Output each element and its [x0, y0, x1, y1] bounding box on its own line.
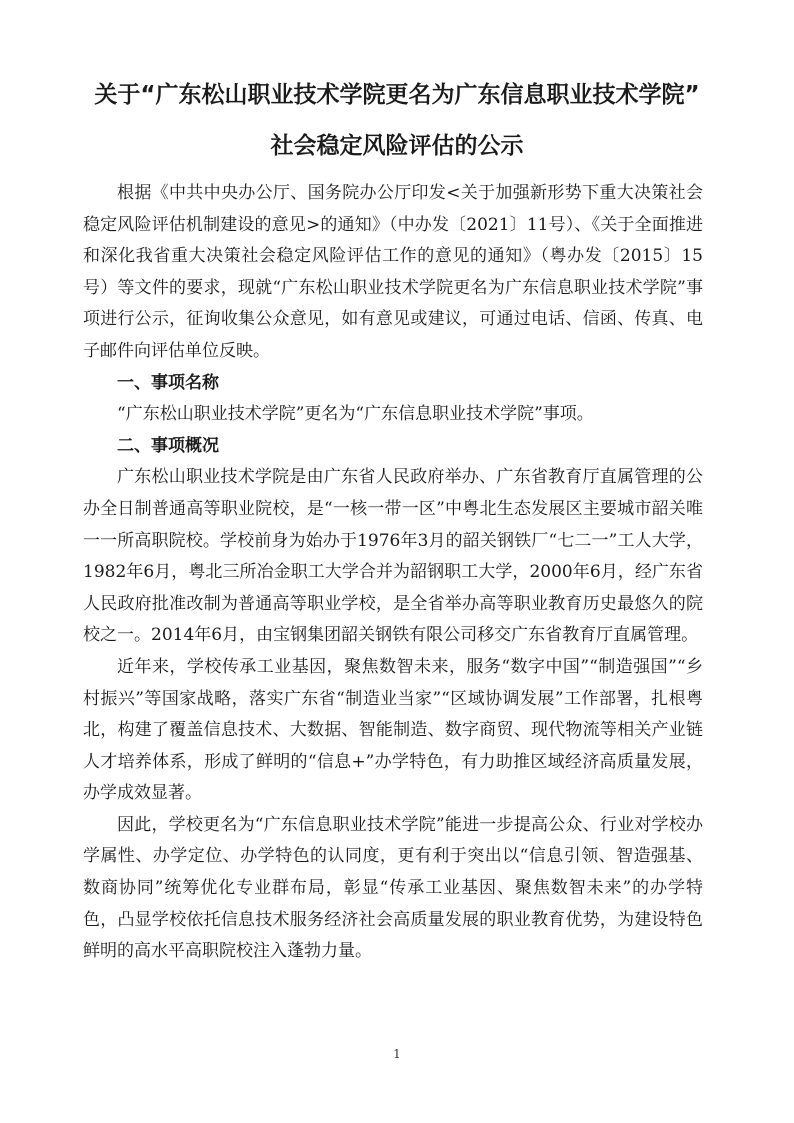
document-title-line-1: 关于“广东松山职业技术学院更名为广东信息职业技术学院”: [94, 82, 700, 108]
page-number: 1: [393, 1047, 401, 1061]
section-1-heading: 一、事项名称: [117, 372, 219, 393]
section-2-paragraph-2: 近年来，学校传承工业基因，聚焦数智未来，服务“数字中国”“制造强国”“乡村振兴”等国家战略，落实广东省“制造业当家”“区域协调发展”工作部署，扎根粤北，构建了覆盖信息技术、大数据、智能制造、数字商贸、现代物流等相关产业链人才培养体系，形成了鲜明的“信息+”办学特色，有力助推区域经济高质量发展，办学成效显著。: [83, 656, 703, 804]
intro-paragraph: 根据《中共中央办公厅、国务院办公厅印发<关于加强新形势下重大决策社会稳定风险评估机制建设的意见>的通知》（中办发〔2021〕11号）、《关于全面推进和深化我省重大决策社会稳定风险评估工作的意见的通知》（粤办发〔2015〕15号）等文件的要求，现就“广东松山职业技术学院更名为广东信息职业技术学院”事项进行公示，征询收集公众意见，如有意见或建议，可通过电话、信函、传真、电子邮件向评估单位反映。: [83, 183, 703, 361]
section-2-paragraph-1: 广东松山职业技术学院是由广东省人民政府举办、广东省教育厅直属管理的公办全日制普通高等职业院校，是“一核一带一区”中粤北生态发展区主要城市韶关唯一一所高职院校。学校前身为始办于1976年3月的韶关钢铁厂“七二一”工人大学，1982年6月，粤北三所冶金职工大学合并为韶钢职工大学，2000年6月，经广东省人民政府批准改制为普通高等职业学校，是全省举办高等职业教育历史最悠久的院校之一。2014年6月，由宝钢集团韶关钢铁有限公司移交广东省教育厅直属管理。: [83, 467, 703, 646]
section-2-heading: 二、事项概况: [117, 435, 219, 456]
section-2-paragraph-3: 因此，学校更名为“广东信息职业技术学院”能进一步提高公众、行业对学校办学属性、办学定位、办学特色的认同度，更有利于突出以“信息引领、智造强基、数商协同”统筹优化专业群布局，彰显“传承工业基因、聚焦数智未来”的办学特色，凸显学校依托信息技术服务经济社会高质量发展的职业教育优势，为建设特色鲜明的高水平高职院校注入蓬勃力量。: [83, 814, 703, 962]
document-body: [83, 178, 703, 968]
document-title-line-2: 社会稳定风险评估的公示: [270, 133, 524, 159]
section-1-text: “广东松山职业技术学院”更名为“广东信息职业技术学院”事项。: [117, 404, 594, 425]
